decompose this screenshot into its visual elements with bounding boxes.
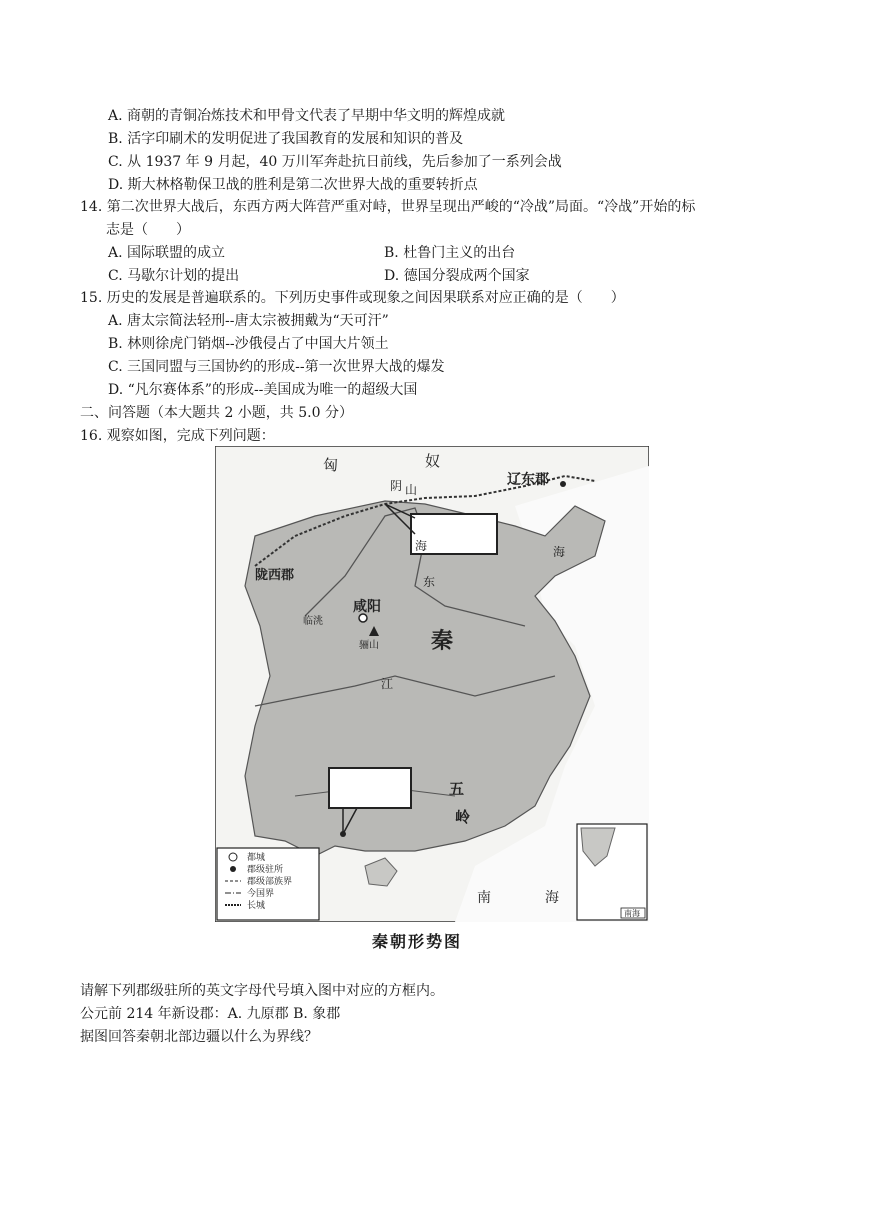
xiangjun-marker — [340, 831, 346, 837]
label-jiang: 江 — [381, 677, 394, 691]
q15-option-c: C. 三国同盟与三国协约的形成--第一次世界大战的爆发 — [108, 359, 445, 375]
label-wu: 五 — [449, 780, 465, 798]
label-qin: 秦 — [431, 628, 454, 654]
south-sea-inset — [577, 824, 647, 920]
label-he: 海 — [415, 539, 428, 553]
legend-prefecture-seat: 郡级驻所 — [247, 865, 284, 875]
label-lishan: 骊山 — [359, 640, 379, 651]
label-shan: 山 — [405, 483, 418, 497]
q14-stem-line1: 14. 第二次世界大战后，东西方两大阵营严重对峙，世界呈现出严峻的“冷战”局面。“冷战”开始的标 — [80, 199, 696, 215]
label-nanhai-1: 南 — [477, 890, 491, 906]
q16-line-1: 请解下列郡级驻所的英文字母代号填入图中对应的方框内。 — [80, 983, 444, 999]
label-longxi: 陇西郡 — [255, 568, 295, 583]
section-2-heading: 二、问答题（本大题共 2 小题，共 5.0 分） — [80, 405, 353, 421]
legend-ethnic-boundary: 郡级部族界 — [247, 877, 293, 887]
label-liaodong: 辽东郡 — [507, 472, 549, 488]
label-xiongnu-1: 匈 — [323, 456, 339, 474]
q15-stem: 15. 历史的发展是普遍联系的。下列历史事件或现象之间因果联系对应正确的是（ ） — [80, 290, 625, 306]
label-lintao: 临洮 — [303, 616, 323, 627]
q13-option-c: C. 从 1937 年 9 月起，40 万川军奔赴抗日前线，先后参加了一系列会战 — [108, 154, 562, 170]
label-hai: 海 — [553, 545, 566, 559]
liaodong-marker — [560, 481, 566, 487]
q14-stem-line2: 志是（ ） — [106, 222, 190, 238]
q16-line-3: 据图回答秦朝北部边疆以什么为界线？ — [80, 1029, 318, 1045]
q15-option-a: A. 唐太宗简法轻刑--唐太宗被拥戴为“天可汗” — [108, 313, 389, 329]
map-caption: 秦朝形势图 — [372, 932, 463, 951]
label-xianyang: 咸阳 — [353, 599, 381, 615]
map-legend — [217, 848, 319, 920]
q13-option-a: A. 商朝的青铜冶炼技术和甲骨文代表了早期中华文明的辉煌成就 — [108, 108, 506, 124]
label-inset: 南海 — [624, 909, 640, 918]
qin-dynasty-map — [215, 446, 649, 922]
label-dong: 东 — [423, 575, 436, 589]
q14-option-a: A. 国际联盟的成立 — [108, 245, 226, 261]
q13-option-b: B. 活字印刷术的发明促进了我国教育的发展和知识的普及 — [108, 131, 464, 147]
q15-option-d: D. “凡尔赛体系”的形成--美国成为唯一的超级大国 — [108, 382, 418, 398]
q16-line-2: 公元前 214 年新设郡：A. 九原郡 B. 象郡 — [80, 1006, 341, 1022]
legend-great-wall: 长城 — [247, 901, 266, 911]
legend-capital: 都城 — [247, 853, 266, 863]
q13-option-d: D. 斯大林格勒保卫战的胜利是第二次世界大战的重要转折点 — [108, 177, 478, 193]
q14-option-b: B. 杜鲁门主义的出台 — [384, 245, 516, 261]
q15-option-b: B. 林则徐虎门销烟--沙俄侵占了中国大片领土 — [108, 336, 389, 352]
q14-option-c: C. 马歇尔计划的提出 — [108, 268, 240, 284]
label-xiongnu-2: 奴 — [425, 452, 441, 470]
capital-xianyang — [359, 614, 367, 622]
q14-option-d: D. 德国分裂成两个国家 — [384, 268, 530, 284]
label-nanhai-2: 海 — [545, 890, 559, 906]
answer-box-b — [329, 768, 411, 808]
legend-national-border: 今国界 — [247, 889, 275, 899]
label-yin: 阴 — [390, 479, 403, 493]
q16-stem: 16. 观察如图，完成下列问题： — [80, 428, 275, 444]
label-ling: 岭 — [455, 808, 471, 826]
